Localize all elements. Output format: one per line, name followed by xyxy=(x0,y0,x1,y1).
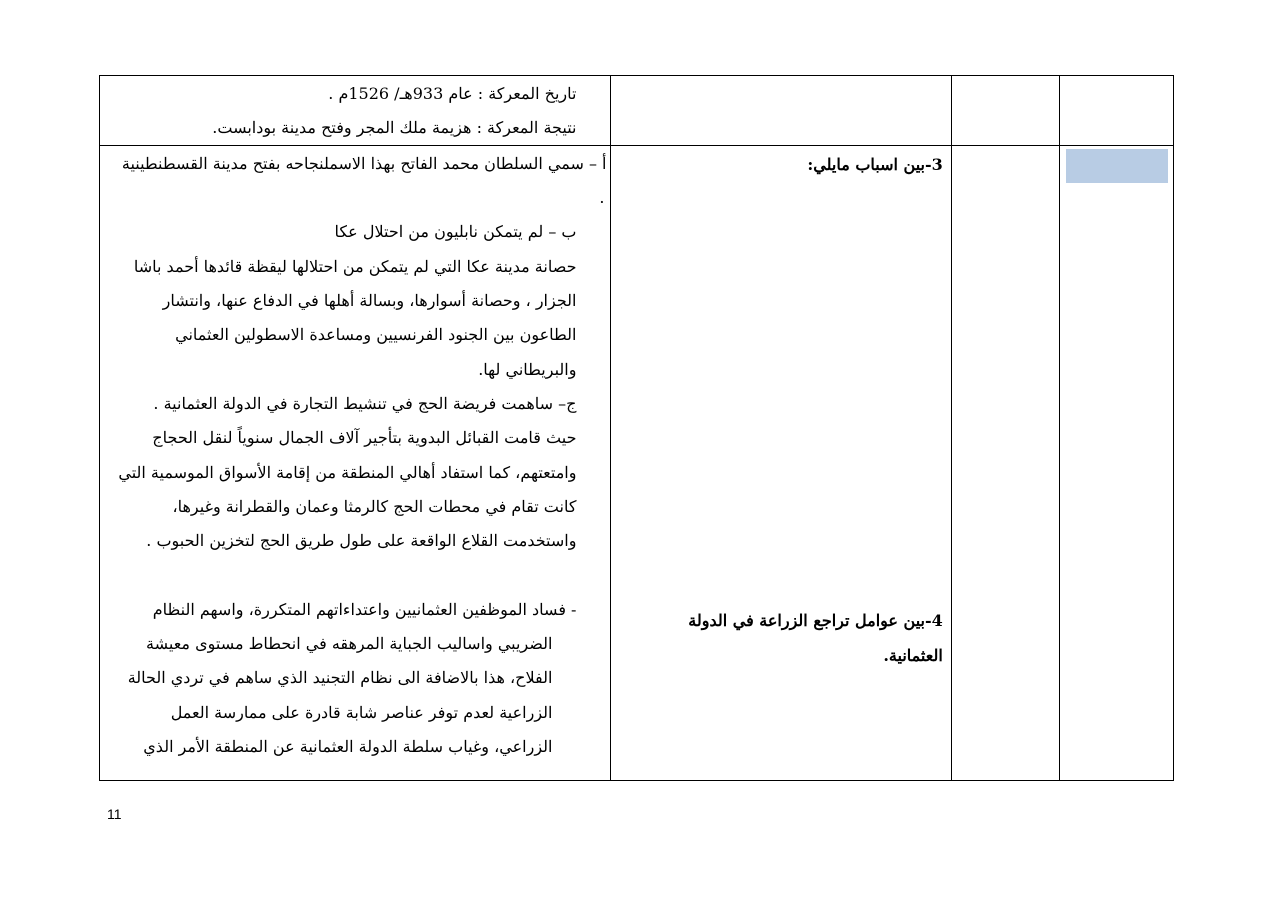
answer-cell xyxy=(100,76,611,146)
answer-line: الطاعون بين الجنود الفرنسيين ومساعدة الاسطولين العثماني xyxy=(175,325,577,344)
answer-line: الفلاح، هذا بالاضافة الى نظام التجنيد الذي ساهم في تردي الحالة xyxy=(127,668,553,687)
answer-line: والبريطاني لها. xyxy=(478,360,577,379)
page-number: 11 xyxy=(107,806,122,822)
question-3: 3-بين اسباب مايلي: xyxy=(807,155,943,174)
answer-line: الزراعية لعدم توفر عناصر شابة قادرة على ممارسة العمل xyxy=(170,703,553,722)
table-row xyxy=(100,146,1174,781)
question-cell xyxy=(611,146,951,781)
answer-line: واستخدمت القلاع الواقعة على طول طريق الحج لتخزين الحبوب . xyxy=(146,531,577,550)
document-table xyxy=(99,75,1174,781)
mark-cell xyxy=(1059,76,1173,146)
answer-line: . xyxy=(599,188,605,207)
mark-cell xyxy=(1059,146,1173,781)
mark-cell xyxy=(951,76,1059,146)
answer-line: أ – سمي السلطان محمد الفاتح بهذا الاسملنجاحه بفتح مدينة القسطنطينية xyxy=(121,154,607,173)
question-4-continued: العثمانية. xyxy=(883,646,943,665)
table-row xyxy=(100,76,1174,146)
answer-line: ب – لم يتمكن نابليون من احتلال عكا xyxy=(334,222,577,241)
answer-line: ج– ساهمت فريضة الحج في تنشيط التجارة في الدولة العثمانية . xyxy=(153,394,577,413)
mark-cell xyxy=(951,146,1059,781)
answer-line: كانت تقام في محطات الحج كالرمثا وعمان والقطرانة وغيرها، xyxy=(172,497,577,516)
answer-line: حصانة مدينة عكا التي لم يتمكن من احتلالها ليقظة قائدها أحمد باشا xyxy=(133,257,577,276)
answer-line: الزراعي، وغياب سلطة الدولة العثمانية عن المنطقة الأمر الذي xyxy=(143,737,553,756)
answer-line: الضريبي واساليب الجباية المرهقه في انحطاط مستوى معيشة xyxy=(146,634,553,653)
answer-line: نتيجة المعركة : هزيمة ملك المجر وفتح مدينة بودابست. xyxy=(212,118,577,137)
answer-line: تاريخ المعركة : عام 933هـ/ 1526م . xyxy=(328,84,577,103)
answer-line: - فساد الموظفين العثمانيين واعتداءاتهم المتكررة، واسهم النظام xyxy=(152,600,577,619)
question-4: 4-بين عوامل تراجع الزراعة في الدولة xyxy=(688,611,943,630)
answer-line: وامتعتهم، كما استفاد أهالي المنطقة من إقامة الأسواق الموسمية التي xyxy=(118,463,577,482)
answer-line: حيث قامت القبائل البدوية بتأجير آلاف الجمال سنوياً لنقل الحجاج xyxy=(152,428,577,447)
highlight-box xyxy=(1066,149,1168,183)
question-cell xyxy=(611,76,951,146)
answer-line: الجزار ، وحصانة أسوارها، وبسالة أهلها في الدفاع عنها، وانتشار xyxy=(162,291,577,310)
answer-cell xyxy=(100,146,611,781)
